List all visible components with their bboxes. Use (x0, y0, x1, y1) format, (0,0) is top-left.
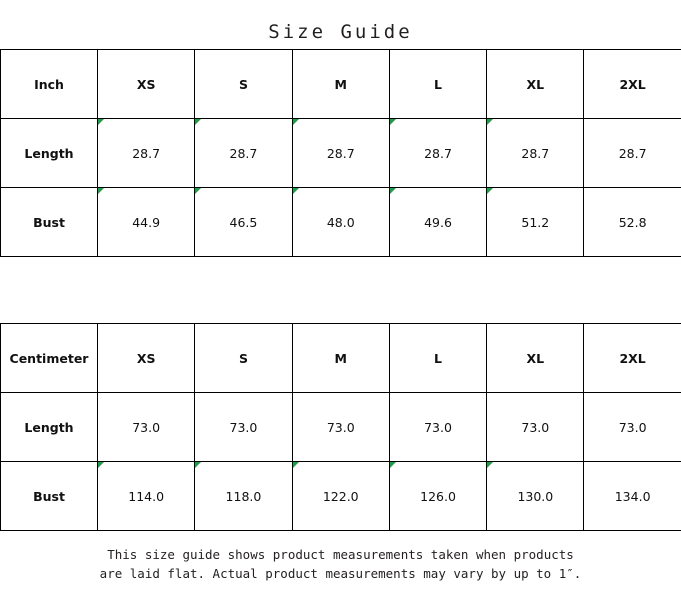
cell-inch-length-xs: 28.7 (98, 119, 195, 188)
column-header-l: L (389, 324, 486, 393)
cell-cm-length-s: 73.0 (195, 393, 292, 462)
cell-inch-length-s: 28.7 (195, 119, 292, 188)
cell-cm-length-xs: 73.0 (98, 393, 195, 462)
row-label-length: Length (1, 119, 98, 188)
cell-cm-length-m: 73.0 (292, 393, 389, 462)
size-table-inch (0, 49, 681, 257)
cell-cm-bust-m: 122.0 (292, 462, 389, 531)
table-row (1, 324, 681, 393)
corner-tick-icon (98, 119, 104, 125)
corner-tick-icon (195, 188, 201, 194)
cell-cm-bust-xl: 130.0 (487, 462, 584, 531)
cell-cm-bust-2xl: 134.0 (584, 462, 681, 531)
column-header-2xl: 2XL (584, 50, 681, 119)
cell-cm-length-xl: 73.0 (487, 393, 584, 462)
table-row (1, 462, 681, 531)
column-header-xl: XL (487, 324, 584, 393)
column-header-m: M (292, 50, 389, 119)
table-row (1, 119, 681, 188)
row-label-bust: Bust (1, 188, 98, 257)
corner-tick-icon (390, 188, 396, 194)
footnote (0, 531, 681, 583)
corner-tick-icon (390, 462, 396, 468)
unit-label-centimeter: Centimeter (1, 324, 98, 393)
cell-inch-bust-s: 46.5 (195, 188, 292, 257)
footnote-line-2: are laid flat. Actual product measurements may vary by up to 1″. (99, 566, 582, 581)
column-header-xl: XL (487, 50, 584, 119)
table-gap-divider (0, 257, 681, 323)
corner-tick-icon (195, 119, 201, 125)
corner-tick-icon (195, 462, 201, 468)
corner-tick-icon (293, 188, 299, 194)
corner-tick-icon (390, 119, 396, 125)
cell-cm-bust-xs: 114.0 (98, 462, 195, 531)
column-header-2xl: 2XL (584, 324, 681, 393)
row-label-length: Length (1, 393, 98, 462)
cell-inch-bust-xs: 44.9 (98, 188, 195, 257)
column-header-m: M (292, 324, 389, 393)
column-header-xs: XS (98, 324, 195, 393)
corner-tick-icon (487, 188, 493, 194)
cell-inch-bust-m: 48.0 (292, 188, 389, 257)
cell-cm-length-2xl: 73.0 (584, 393, 681, 462)
cell-inch-length-2xl: 28.7 (584, 119, 681, 188)
cell-inch-length-m: 28.7 (292, 119, 389, 188)
corner-tick-icon (487, 462, 493, 468)
table-row (1, 50, 681, 119)
cell-cm-bust-s: 118.0 (195, 462, 292, 531)
column-header-l: L (389, 50, 486, 119)
corner-tick-icon (98, 188, 104, 194)
table-row (1, 393, 681, 462)
column-header-s: S (195, 50, 292, 119)
corner-tick-icon (98, 462, 104, 468)
cell-inch-length-l: 28.7 (389, 119, 486, 188)
corner-tick-icon (487, 119, 493, 125)
cell-cm-bust-l: 126.0 (389, 462, 486, 531)
page-title: Size Guide (268, 21, 413, 43)
cell-cm-length-l: 73.0 (389, 393, 486, 462)
cell-inch-bust-xl: 51.2 (487, 188, 584, 257)
corner-tick-icon (293, 119, 299, 125)
table-row (1, 188, 681, 257)
cell-inch-length-xl: 28.7 (487, 119, 584, 188)
unit-label-inch: Inch (1, 50, 98, 119)
row-label-bust: Bust (1, 462, 98, 531)
size-table-centimeter (0, 323, 681, 531)
cell-inch-bust-l: 49.6 (389, 188, 486, 257)
corner-tick-icon (293, 462, 299, 468)
column-header-s: S (195, 324, 292, 393)
footnote-line-1: This size guide shows product measurements taken when products (107, 547, 574, 562)
column-header-xs: XS (98, 50, 195, 119)
cell-inch-bust-2xl: 52.8 (584, 188, 681, 257)
